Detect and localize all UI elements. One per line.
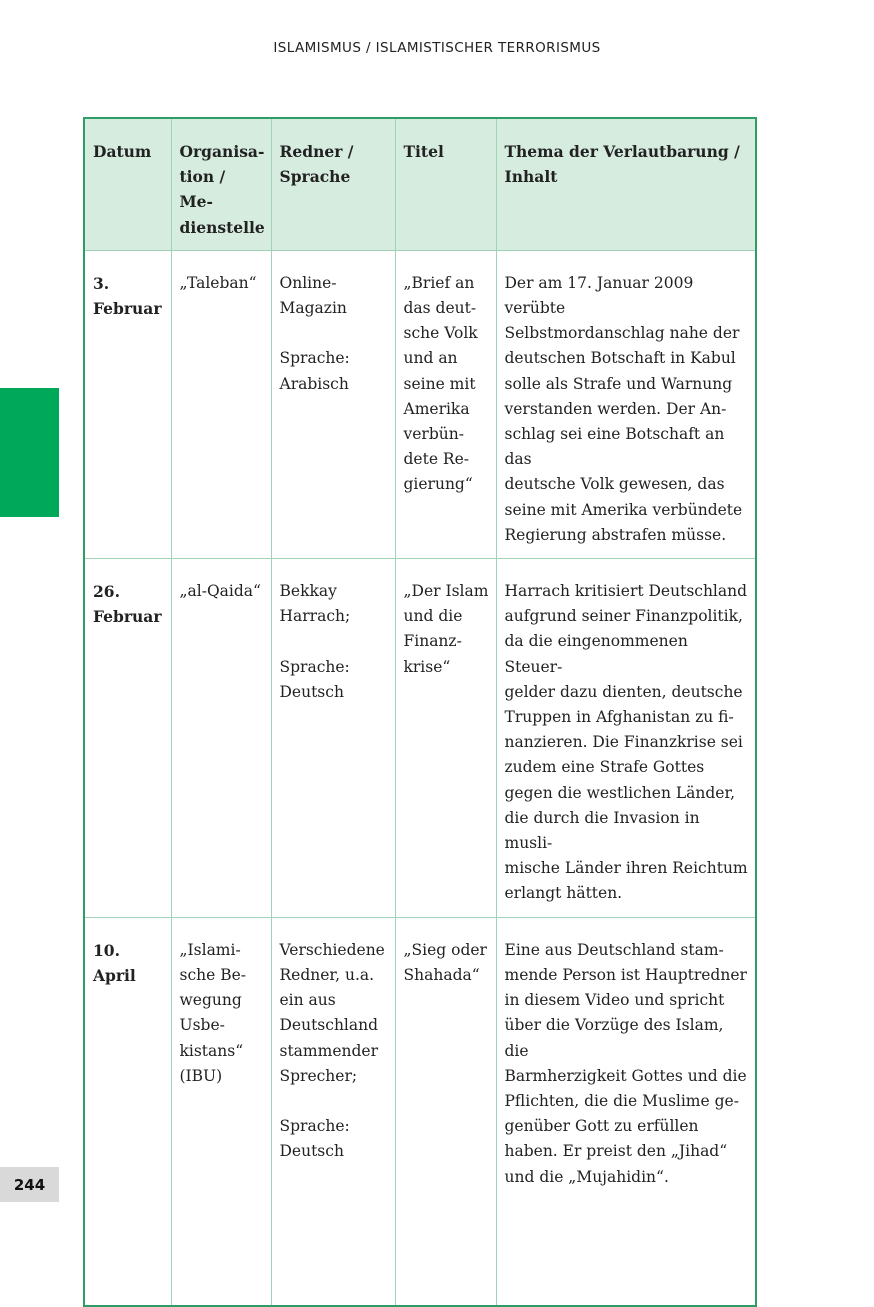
table-row [84,917,756,1306]
column-header-titel: Titel [395,118,496,250]
cell-inhalt: Harrach kritisiert Deutschland aufgrund seiner Finanzpolitik, da die eingenommenen Steuer- gelder dazu dienten, deutsche Truppen in Afghanistan zu fi- nanzieren. Die Finanzkrise sei zudem eine Strafe Gottes gegen die westlichen Länder, die durch die Invasion in musli- mische Länder ihren Reichtum erlangt hätten. [496,559,756,918]
table-row [84,559,756,918]
column-header-datum: Datum [84,118,171,250]
chapter-marker-tab [0,388,59,517]
cell-organisation: „Islami- sche Be- wegung Usbe- kistans“ (IBU) [171,917,271,1306]
cell-redner: Online- Magazin Sprache: Arabisch [271,250,395,558]
cell-datum: 10. April [84,917,171,1306]
cell-redner: Verschiedene Redner, u.a. ein aus Deutschland stammender Sprecher; Sprache: Deutsch [271,917,395,1306]
cell-redner: Bekkay Harrach; Sprache: Deutsch [271,559,395,918]
table-header-row [84,118,756,250]
cell-organisation: „Taleban“ [171,250,271,558]
cell-organisation: „al-Qaida“ [171,559,271,918]
statements-table [83,117,757,1307]
cell-datum: 3. Februar [84,250,171,558]
cell-datum: 26. Februar [84,559,171,918]
cell-titel: „Sieg oder Shahada“ [395,917,496,1306]
running-title: ISLAMISMUS / ISLAMISTISCHER TERRORISMUS [273,40,601,56]
column-header-redner: Redner / Sprache [271,118,395,250]
column-header-inhalt: Thema der Verlautbarung / Inhalt [496,118,756,250]
cell-inhalt: Der am 17. Januar 2009 verübte Selbstmordanschlag nahe der deutschen Botschaft in Kabul solle als Strafe und Warnung verstanden werden. Der An- schlag sei eine Botschaft an das deutsche Volk gewesen, das seine mit Amerika verbündete Regierung abstrafen müsse. [496,250,756,558]
cell-titel: „Der Islam und die Finanz- krise“ [395,559,496,918]
cell-titel: „Brief an das deut- sche Volk und an seine mit Amerika verbün- dete Re- gierung“ [395,250,496,558]
column-header-organisation: Organisa- tion / Me- dienstelle [171,118,271,250]
cell-inhalt: Eine aus Deutschland stam- mende Person ist Hauptredner in diesem Video und spricht über die Vorzüge des Islam, die Barmherzigkeit Gottes und die Pflichten, die die Muslime ge- genüber Gott zu erfüllen haben. Er preist den „Jihad“ und die „Mujahidin“. [496,917,756,1306]
table-row [84,250,756,558]
page-number: 244 [0,1167,59,1202]
